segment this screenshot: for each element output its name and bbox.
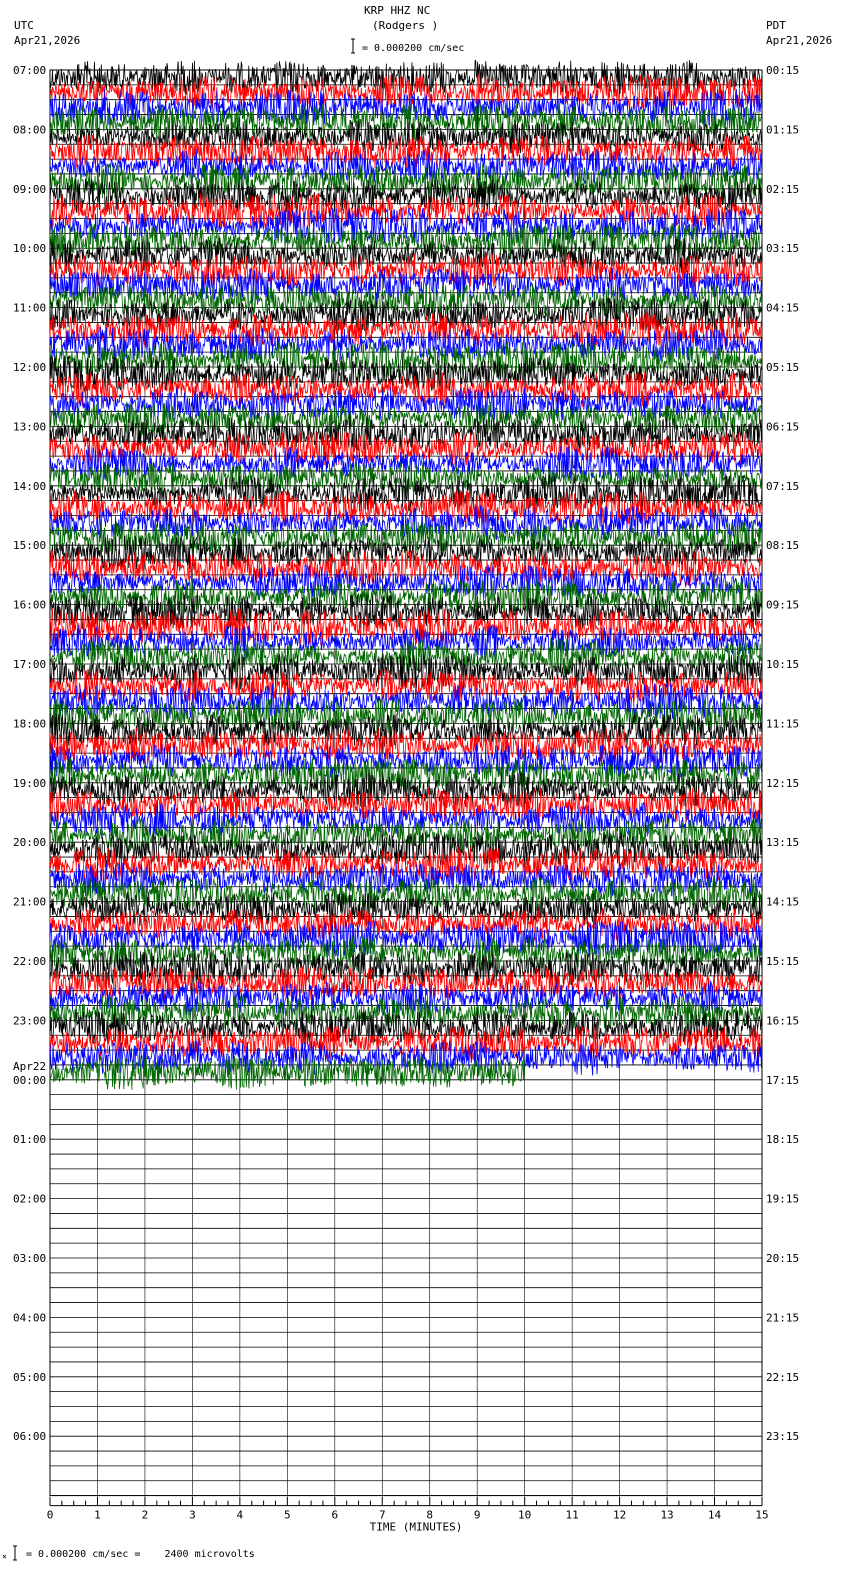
footer-marker: ×: [2, 1552, 7, 1561]
utc-hour-label: 16:00: [13, 598, 47, 612]
utc-hour-label: 08:00: [13, 123, 47, 137]
footer-scale-note: = 0.000200 cm/sec = 2400 microvolts: [26, 1549, 255, 1560]
station-title: KRP HHZ NC: [364, 4, 431, 17]
time-axis: [47, 1497, 769, 1534]
pdt-hour-label: 12:15: [766, 776, 800, 790]
pdt-hour-label: 16:15: [766, 1014, 800, 1028]
pdt-hour-label: 07:15: [766, 479, 800, 493]
utc-hour-label: 20:00: [13, 836, 47, 850]
pdt-hour-label: 19:15: [766, 1192, 800, 1206]
right-date: Apr21,2026: [766, 34, 833, 47]
left-timezone: UTC: [14, 19, 34, 32]
pdt-hour-label: 18:15: [766, 1133, 800, 1147]
pdt-hour-label: 11:15: [766, 717, 800, 731]
pdt-hour-label: 03:15: [766, 242, 800, 256]
date-change-label: Apr22: [13, 1059, 47, 1073]
x-tick-label: 2: [141, 1508, 149, 1522]
pdt-hour-label: 21:15: [766, 1311, 800, 1325]
pdt-hour-label: 02:15: [766, 182, 800, 196]
utc-hour-label: 15:00: [13, 539, 47, 553]
left-date: Apr21,2026: [14, 34, 81, 47]
x-tick-label: 7: [378, 1508, 386, 1522]
pdt-hour-label: 01:15: [766, 123, 800, 137]
x-tick-label: 11: [565, 1508, 579, 1522]
pdt-hour-label: 00:15: [766, 64, 800, 77]
x-tick-label: 6: [331, 1508, 339, 1522]
pdt-hour-label: 22:15: [766, 1370, 800, 1384]
utc-hour-label: 01:00: [13, 1133, 47, 1147]
pdt-hour-label: 20:15: [766, 1252, 800, 1265]
utc-hour-label: 04:00: [13, 1311, 47, 1325]
utc-hour-label: 22:00: [13, 955, 47, 968]
pdt-hour-label: 10:15: [766, 658, 800, 671]
x-tick-label: 15: [755, 1508, 769, 1522]
utc-hour-label: 11:00: [13, 301, 47, 315]
x-tick-label: 8: [426, 1508, 434, 1522]
pdt-hour-label: 15:15: [766, 955, 800, 968]
pdt-hour-label: 23:15: [766, 1430, 800, 1444]
site-name: (Rodgers ): [372, 19, 439, 32]
x-tick-label: 13: [660, 1508, 674, 1522]
utc-hour-label: 06:00: [13, 1430, 47, 1444]
utc-hour-label: 07:00: [13, 64, 47, 77]
scale-label: = 0.000200 cm/sec: [362, 43, 465, 54]
utc-hour-label: 05:00: [13, 1370, 47, 1384]
right-timezone: PDT: [766, 19, 786, 32]
pdt-hour-label: 17:15: [766, 1073, 800, 1087]
pdt-hour-label: 05:15: [766, 361, 800, 374]
x-tick-label: 3: [189, 1508, 196, 1522]
utc-hour-label: 09:00: [13, 182, 47, 196]
pdt-hour-label: 04:15: [766, 301, 800, 315]
utc-hour-label: 18:00: [13, 717, 47, 731]
x-tick-label: 4: [236, 1508, 244, 1522]
utc-hour-label: 14:00: [13, 479, 47, 493]
pdt-hour-label: 09:15: [766, 598, 800, 612]
x-tick-label: 14: [707, 1508, 722, 1522]
utc-hour-label: 00:00: [13, 1073, 47, 1087]
utc-hour-label: 12:00: [13, 361, 47, 374]
utc-hour-label: 23:00: [13, 1014, 47, 1028]
utc-hour-label: 10:00: [13, 242, 47, 256]
utc-hour-label: 19:00: [13, 776, 47, 790]
x-tick-label: 5: [284, 1508, 291, 1522]
utc-hour-label: 03:00: [13, 1252, 47, 1265]
x-tick-label: 9: [473, 1508, 481, 1522]
pdt-hour-label: 13:15: [766, 836, 800, 850]
utc-hour-label: 17:00: [13, 658, 47, 671]
x-axis-label: TIME (MINUTES): [369, 1520, 463, 1534]
pdt-hour-label: 14:15: [766, 895, 800, 909]
pdt-hour-label: 08:15: [766, 539, 800, 553]
x-tick-label: 10: [518, 1508, 532, 1522]
utc-hour-label: 13:00: [13, 420, 47, 434]
seismic-trace: [50, 951, 762, 986]
pdt-hour-label: 06:15: [766, 420, 800, 434]
x-tick-label: 12: [612, 1508, 627, 1522]
x-tick-label: 0: [46, 1508, 54, 1522]
utc-hour-label: 21:00: [13, 895, 47, 909]
utc-hour-label: 02:00: [13, 1192, 47, 1206]
x-tick-label: 1: [94, 1508, 101, 1522]
